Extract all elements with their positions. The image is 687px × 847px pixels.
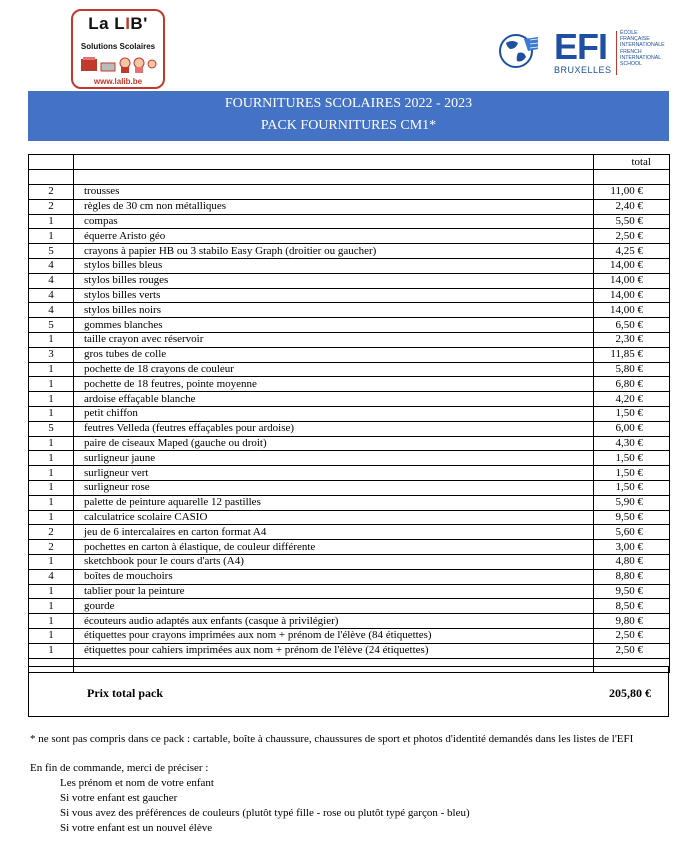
table-row (29, 525, 670, 540)
table-row (29, 347, 670, 362)
table-header-row (29, 155, 670, 170)
item-label: pochette de 18 feutres, pointe moyenne (74, 377, 594, 392)
table-row (29, 258, 670, 273)
header-cell-total: total (594, 155, 670, 170)
item-quantity: 4 (29, 273, 74, 288)
table-row (29, 377, 670, 392)
efi-side-text: ÉCOLE FRANÇAISE INTERNATIONALE FRENCH INTERNATIONAL SCHOOL (620, 30, 665, 68)
table-row (29, 273, 670, 288)
item-quantity: 4 (29, 258, 74, 273)
item-price: 5,50 € (594, 214, 670, 229)
item-quantity: 1 (29, 362, 74, 377)
table-row (29, 643, 670, 658)
item-quantity: 1 (29, 332, 74, 347)
item-quantity: 4 (29, 569, 74, 584)
item-label: petit chiffon (74, 406, 594, 421)
instruction-item: Si votre enfant est gaucher (60, 792, 178, 804)
item-price: 5,80 € (594, 362, 670, 377)
item-label: stylos billes verts (74, 288, 594, 303)
item-label: jeu de 6 intercalaires en carton format A4 (74, 525, 594, 540)
instruction-item: Si vous avez des préférences de couleurs (plutôt typé fille - rose ou plutôt typé garçon - bleu) (60, 807, 470, 819)
table-row (29, 451, 670, 466)
item-label: stylos billes noirs (74, 303, 594, 318)
item-price: 9,80 € (594, 614, 670, 629)
table-row (29, 628, 670, 643)
item-price: 4,25 € (594, 244, 670, 259)
table-row (29, 599, 670, 614)
table-row (29, 229, 670, 244)
item-label: feutres Velleda (feutres effaçables pour ardoise) (74, 421, 594, 436)
globe-icon (498, 31, 538, 71)
item-label: étiquettes pour crayons imprimées aux nom + prénom de l'élève (84 étiquettes) (74, 628, 594, 643)
item-quantity: 1 (29, 406, 74, 421)
instruction-item: Si votre enfant est un nouvel élève (60, 822, 213, 834)
item-quantity: 1 (29, 510, 74, 525)
header-cell-label (74, 155, 594, 170)
item-label: palette de peinture aquarelle 12 pastilles (74, 495, 594, 510)
item-quantity: 5 (29, 318, 74, 333)
item-label: calculatrice scolaire CASIO (74, 510, 594, 525)
table-row (29, 421, 670, 436)
page-subtitle: PACK FOURNITURES CM1* (260, 118, 437, 133)
item-price: 11,00 € (594, 185, 670, 200)
lalib-url: www.lalib.be (93, 77, 143, 86)
item-quantity: 1 (29, 584, 74, 599)
item-quantity: 1 (29, 466, 74, 481)
item-quantity: 2 (29, 540, 74, 555)
item-label: taille crayon avec réservoir (74, 332, 594, 347)
total-box (28, 666, 669, 717)
item-label: boîtes de mouchoirs (74, 569, 594, 584)
table-row (29, 480, 670, 495)
item-quantity: 1 (29, 436, 74, 451)
table-row (29, 185, 670, 200)
item-price: 2,30 € (594, 332, 670, 347)
item-price: 2,50 € (594, 643, 670, 658)
item-quantity: 1 (29, 628, 74, 643)
instructions-list (60, 776, 470, 836)
instructions-intro: En fin de commande, merci de préciser : (30, 762, 209, 774)
table-row (29, 362, 670, 377)
table-row (29, 288, 670, 303)
item-quantity: 4 (29, 303, 74, 318)
item-quantity: 1 (29, 599, 74, 614)
item-price: 1,50 € (594, 406, 670, 421)
item-label: gourde (74, 599, 594, 614)
efi-divider (616, 31, 617, 75)
item-label: gommes blanches (74, 318, 594, 333)
item-price: 14,00 € (594, 303, 670, 318)
header-cell-qty (29, 155, 74, 170)
item-quantity: 1 (29, 392, 74, 407)
item-price: 6,80 € (594, 377, 670, 392)
item-quantity: 5 (29, 244, 74, 259)
item-quantity: 1 (29, 480, 74, 495)
item-price: 9,50 € (594, 510, 670, 525)
item-price: 1,50 € (594, 466, 670, 481)
item-label: trousses (74, 185, 594, 200)
item-price: 1,50 € (594, 480, 670, 495)
table-row (29, 436, 670, 451)
item-label: pochette de 18 crayons de couleur (74, 362, 594, 377)
item-price: 6,00 € (594, 421, 670, 436)
table-spacer-row (29, 170, 670, 185)
item-price: 2,40 € (594, 199, 670, 214)
table-row (29, 406, 670, 421)
item-label: stylos billes bleus (74, 258, 594, 273)
table-row (29, 466, 670, 481)
efi-city: BRUXELLES (554, 65, 612, 75)
item-quantity: 2 (29, 199, 74, 214)
table-row (29, 318, 670, 333)
table-row (29, 584, 670, 599)
lalib-logo (71, 9, 165, 89)
item-price: 14,00 € (594, 273, 670, 288)
item-label: équerre Aristo géo (74, 229, 594, 244)
item-quantity: 4 (29, 288, 74, 303)
item-quantity: 1 (29, 554, 74, 569)
footnote: * ne sont pas compris dans ce pack : cartable, boîte à chaussure, chaussures de sport et photos d'identité demandés dans les listes de l'EFI (30, 733, 634, 745)
item-quantity: 1 (29, 451, 74, 466)
item-quantity: 3 (29, 347, 74, 362)
item-quantity: 1 (29, 495, 74, 510)
item-label: règles de 30 cm non métalliques (74, 199, 594, 214)
item-label: pochettes en carton à élastique, de couleur différente (74, 540, 594, 555)
item-label: surligneur jaune (74, 451, 594, 466)
table-row (29, 332, 670, 347)
total-label: Prix total pack (87, 686, 163, 700)
table-row (29, 540, 670, 555)
item-label: tablier pour la peinture (74, 584, 594, 599)
total-value: 205,80 € (609, 686, 651, 700)
table-row (29, 614, 670, 629)
item-label: surligneur rose (74, 480, 594, 495)
item-label: étiquettes pour cahiers imprimées aux nom + prénom de l'élève (24 étiquettes) (74, 643, 594, 658)
table-row (29, 510, 670, 525)
item-quantity: 2 (29, 185, 74, 200)
item-price: 14,00 € (594, 288, 670, 303)
item-price: 4,30 € (594, 436, 670, 451)
item-label: stylos billes rouges (74, 273, 594, 288)
table-row (29, 554, 670, 569)
instruction-item: Les prénom et nom de votre enfant (60, 777, 214, 789)
item-price: 8,80 € (594, 569, 670, 584)
item-quantity: 1 (29, 229, 74, 244)
item-price: 6,50 € (594, 318, 670, 333)
table-row (29, 244, 670, 259)
item-price: 2,50 € (594, 628, 670, 643)
title-banner (28, 91, 669, 141)
item-quantity: 2 (29, 525, 74, 540)
item-price: 3,00 € (594, 540, 670, 555)
item-quantity: 5 (29, 421, 74, 436)
lalib-subtitle: Solutions Scolaires (80, 42, 156, 51)
item-price: 8,50 € (594, 599, 670, 614)
item-quantity: 1 (29, 214, 74, 229)
page-title: FOURNITURES SCOLAIRES 2022 - 2023 (224, 96, 473, 111)
item-quantity: 1 (29, 643, 74, 658)
item-label: sketchbook pour le cours d'arts (A4) (74, 554, 594, 569)
table-row (29, 199, 670, 214)
table-row (29, 392, 670, 407)
table-row (29, 569, 670, 584)
item-price: 5,60 € (594, 525, 670, 540)
item-quantity: 1 (29, 377, 74, 392)
item-label: crayons à papier HB ou 3 stabilo Easy Graph (droitier ou gaucher) (74, 244, 594, 259)
item-quantity: 1 (29, 614, 74, 629)
table-row (29, 303, 670, 318)
item-price: 5,90 € (594, 495, 670, 510)
item-label: ardoise effaçable blanche (74, 392, 594, 407)
item-price: 4,20 € (594, 392, 670, 407)
efi-letters: EFI (554, 26, 608, 67)
item-price: 4,80 € (594, 554, 670, 569)
supplies-table (28, 154, 670, 673)
item-label: paire de ciseaux Maped (gauche ou droit) (74, 436, 594, 451)
item-price: 14,00 € (594, 258, 670, 273)
lalib-name: La LIB' (88, 14, 148, 33)
item-label: écouteurs audio adaptés aux enfants (casque à privilégier) (74, 614, 594, 629)
item-price: 9,50 € (594, 584, 670, 599)
efi-logo (498, 27, 668, 77)
table-row (29, 495, 670, 510)
table-row (29, 214, 670, 229)
item-price: 2,50 € (594, 229, 670, 244)
school-supplies-icon (79, 54, 159, 74)
item-label: compas (74, 214, 594, 229)
item-price: 11,85 € (594, 347, 670, 362)
item-label: surligneur vert (74, 466, 594, 481)
item-price: 1,50 € (594, 451, 670, 466)
item-label: gros tubes de colle (74, 347, 594, 362)
